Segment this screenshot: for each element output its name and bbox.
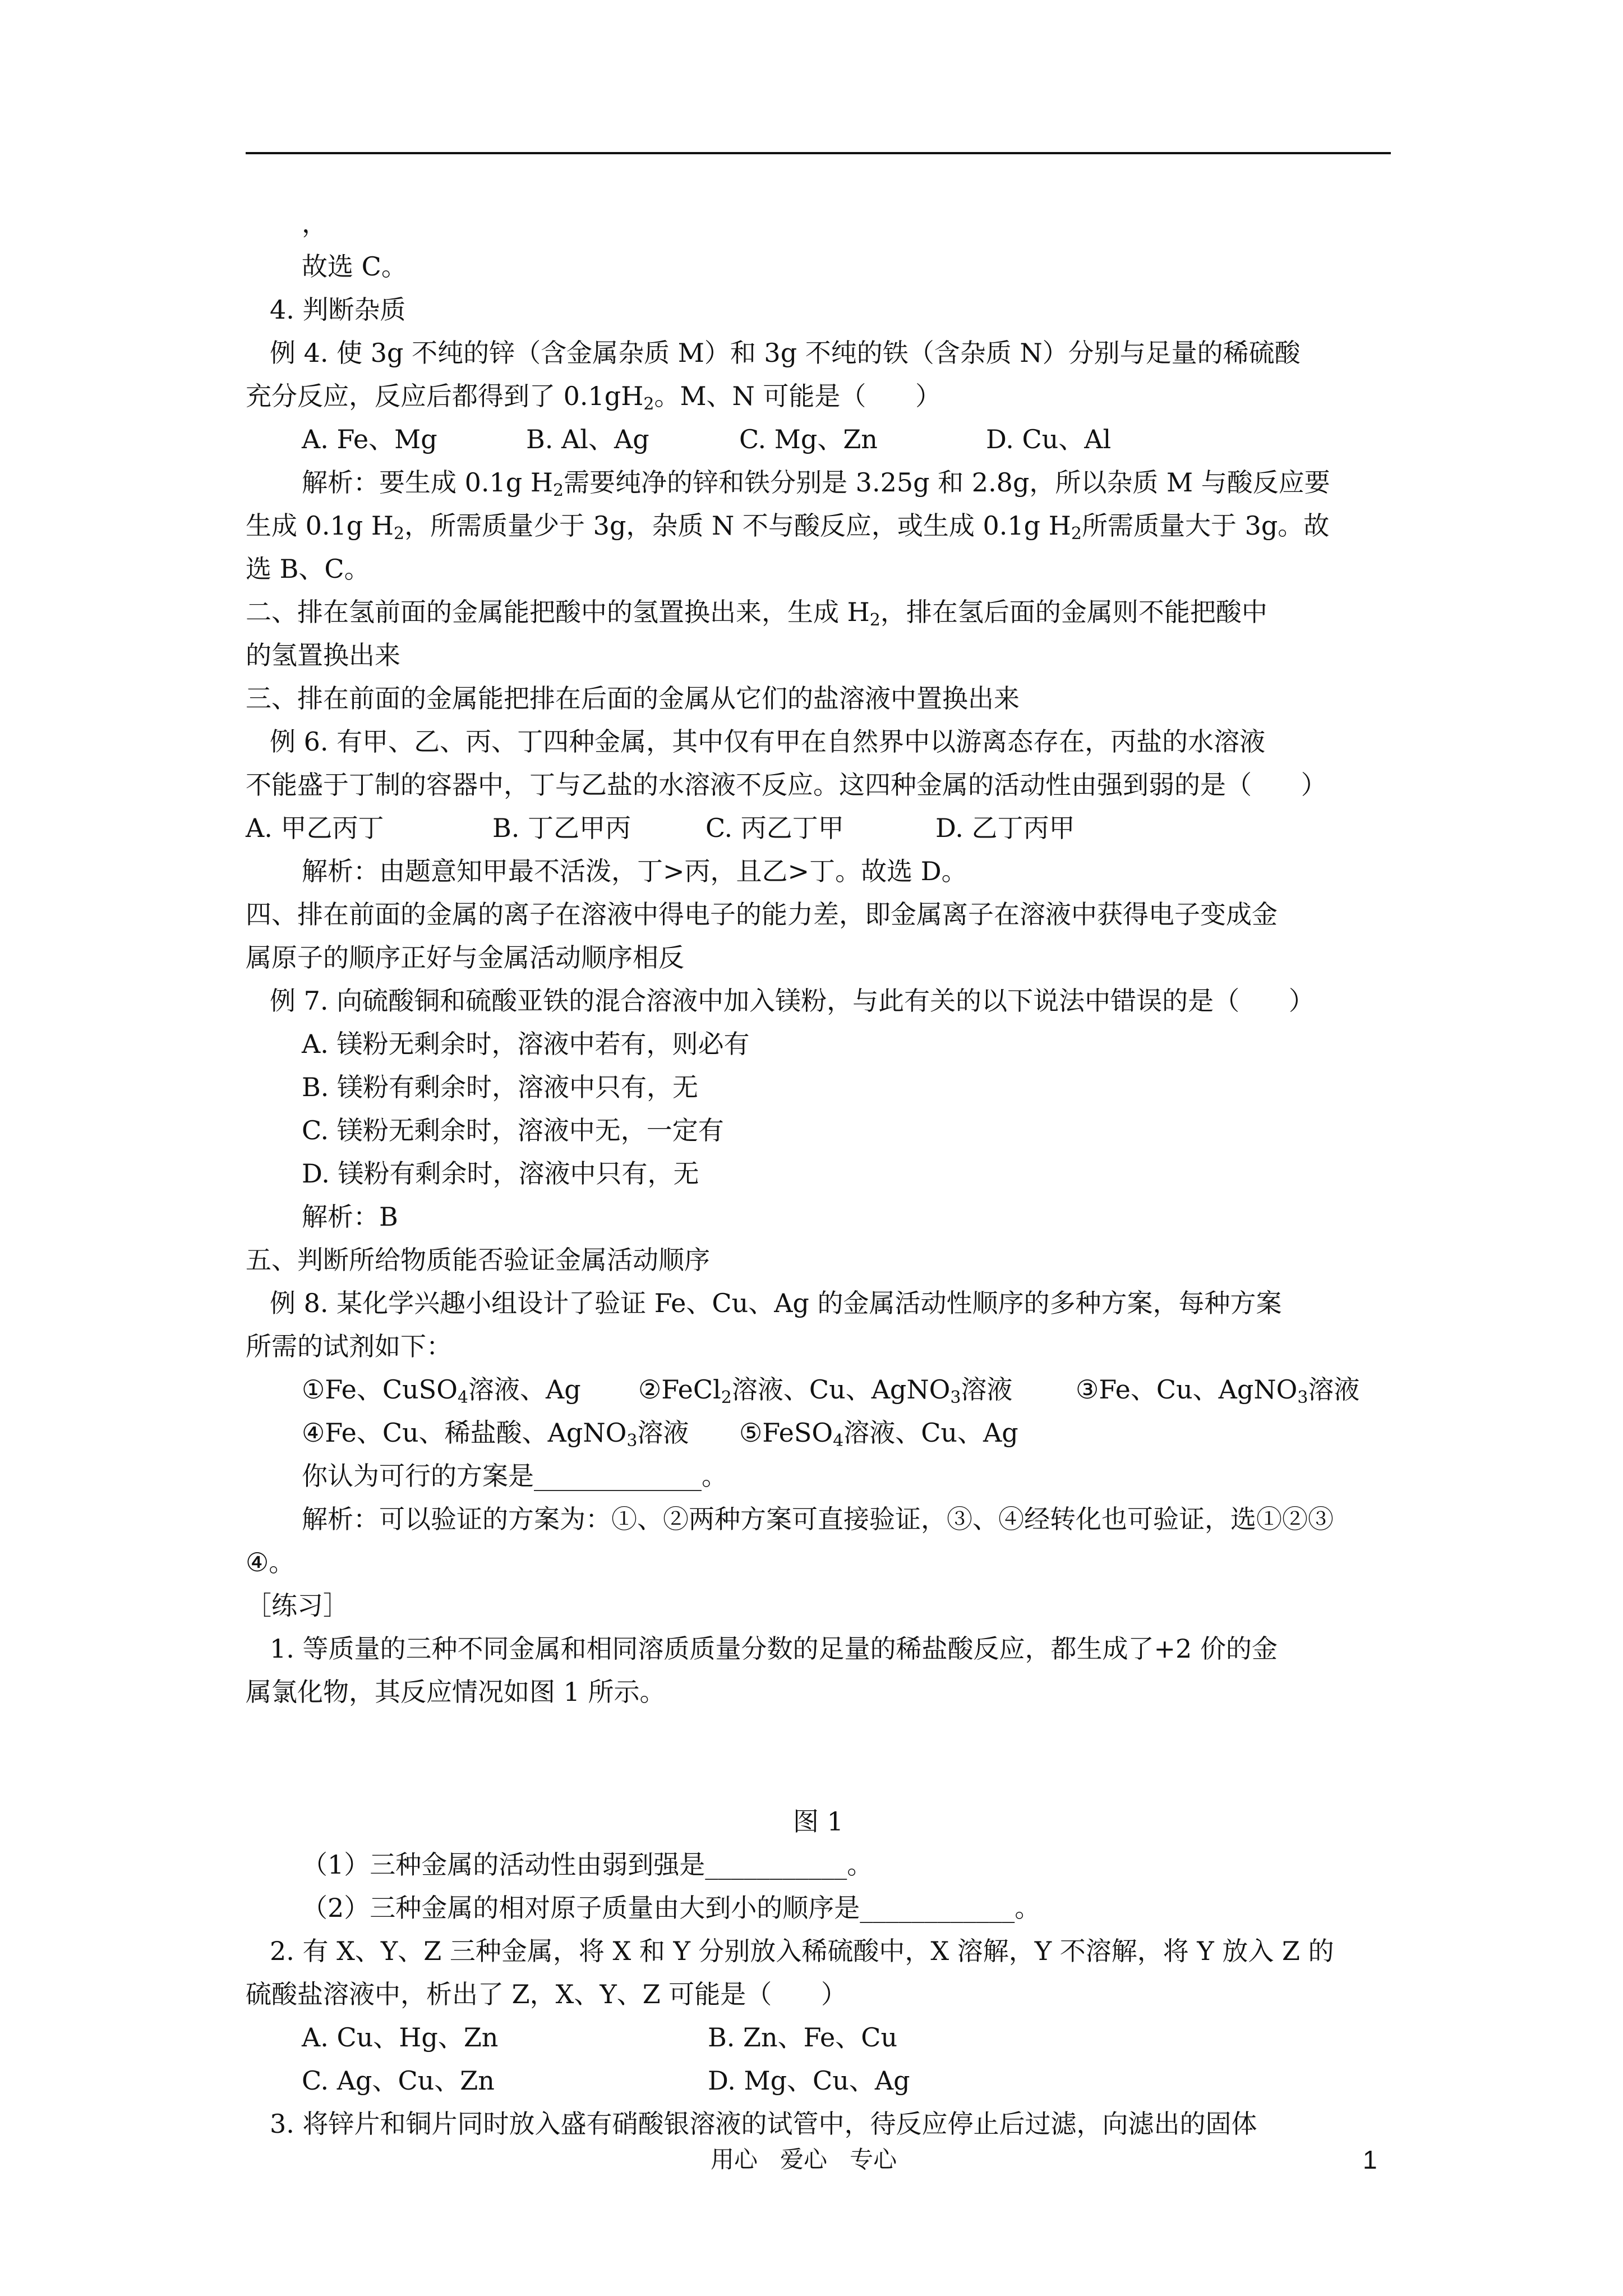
example-7-text: 例 7. 向硫酸铜和硫酸亚铁的混合溶液中加入镁粉，与此有关的以下说法中错误的是（ ） — [270, 986, 1315, 1016]
exercise-2-text: 2. 有 X、Y、Z 三种金属，将 X 和 Y 分别放入稀硫酸中，X 溶解，Y 不溶解，将 Y 放入 Z 的 — [270, 1936, 1334, 1966]
section-heading: 的氢置换出来 — [246, 640, 400, 670]
example-6-text: 例 6. 有甲、乙、丙、丁四种金属，其中仅有甲在自然界中以游离态存在，丙盐的水溶液 — [270, 726, 1266, 757]
example-8-text: 所需的试剂如下： — [246, 1331, 452, 1361]
exercise-1-text: 属氯化物，其反应情况如图 1 所示。 — [246, 1677, 666, 1707]
option-d: D. 乙丁丙甲 — [935, 813, 1075, 843]
scheme-2: ②FeCl$_2$溶液、Cu、AgNO$_3$溶液 — [638, 1374, 1013, 1407]
option-c: C. 丙乙丁甲 — [706, 813, 844, 843]
text-line: ， — [302, 208, 328, 238]
figure-placeholder — [246, 1714, 1391, 1800]
scheme-3: ③Fe、Cu、AgNO$_3$溶液 — [1076, 1374, 1360, 1407]
option-a: A. 甲乙丙丁 — [246, 813, 384, 843]
exercise-1-subquestion: （2）三种金属的相对原子质量由大到小的顺序是____________。 — [302, 1893, 1041, 1923]
section-heading: 三、排在前面的金属能把排在后面的金属从它们的盐溶液中置换出来 — [246, 683, 1020, 714]
exercise-1-text: 1. 等质量的三种不同金属和相同溶质质量分数的足量的稀盐酸反应，都生成了+2 价的金 — [270, 1634, 1278, 1664]
example-4-options — [246, 418, 1391, 461]
footer-motto: 用心 爱心 专心 — [711, 2146, 897, 2173]
option-b: B. Al、Ag — [526, 424, 649, 454]
option-b: B. 镁粉有剩余时，溶液中只有，无 — [302, 1072, 699, 1102]
option-a: A. 镁粉无剩余时，溶液中若有，则必有 — [302, 1029, 750, 1059]
example-4-text: 充分反应，反应后都得到了 $0.1gH_2$。M、N 可能是（ ） — [246, 381, 942, 414]
reagent-schemes — [246, 1368, 1391, 1411]
option-a: A. Fe、Mg — [302, 424, 437, 454]
section-heading: 4. 判断杂质 — [270, 295, 406, 325]
section-heading: 五、判断所给物质能否验证金属活动顺序 — [246, 1245, 710, 1275]
option-a: A. Cu、Hg、Zn — [302, 2022, 499, 2053]
exercise-2-options — [246, 2059, 1391, 2102]
analysis-text: 生成 0.1g $H_2$，所需质量少于 3g，杂质 N 不与酸反应，或生成 0.1g $H_2$所需质量大于 3g。故 — [246, 510, 1330, 544]
example-4-text: 例 4. 使 3g 不纯的锌（含金属杂质 M）和 3g 不纯的铁（含杂质 N）分别与足量的稀硫酸 — [270, 338, 1301, 368]
fill-in-question: 你认为可行的方案是_____________。 — [302, 1461, 727, 1491]
exercise-heading: ［练习］ — [246, 1590, 349, 1621]
page-number: 1 — [1363, 2145, 1377, 2174]
analysis-text: 选 B、C。 — [246, 554, 370, 584]
text-line: 故选 C。 — [302, 251, 407, 282]
option-d: D. Mg、Cu、Ag — [708, 2065, 910, 2096]
section-heading: 四、排在前面的金属的离子在溶液中得电子的能力差，即金属离子在溶液中获得电子变成金 — [246, 899, 1278, 930]
option-c: C. Mg、Zn — [739, 424, 878, 454]
section-heading: 二、排在氢前面的金属能把酸中的氢置换出来，生成 $H_2$，排在氢后面的金属则不能把酸中 — [246, 597, 1267, 630]
scheme-4: ④Fe、Cu、稀盐酸、AgNO$_3$溶液 — [302, 1418, 689, 1451]
scheme-5: ⑤FeSO$_4$溶液、Cu、Ag — [739, 1418, 1018, 1451]
exercise-3-text: 3. 将锌片和铜片同时放入盛有硝酸银溶液的试管中，待反应停止后过滤，向滤出的固体 — [270, 2109, 1257, 2139]
exercise-1-subquestion: （1）三种金属的活动性由弱到强是___________。 — [302, 1849, 873, 1880]
analysis-text: 解析：要生成 0.1g $H_2$需要纯净的锌和铁分别是 3.25g 和 2.8g，所以杂质 M 与酸反应要 — [302, 467, 1330, 500]
option-c: C. 镁粉无剩余时，溶液中无，一定有 — [302, 1115, 724, 1145]
document-body — [246, 202, 1391, 2146]
option-d: D. 镁粉有剩余时，溶液中只有，无 — [302, 1158, 699, 1189]
option-b: B. Zn、Fe、Cu — [708, 2022, 898, 2053]
example-6-text: 不能盛于丁制的容器中，丁与乙盐的水溶液不反应。这四种金属的活动性由强到弱的是（ ） — [246, 770, 1327, 800]
option-c: C. Ag、Cu、Zn — [302, 2065, 495, 2096]
exercise-2-text: 硫酸盐溶液中，析出了 Z，X、Y、Z 可能是（ ） — [246, 1979, 847, 2009]
section-heading: 属原子的顺序正好与金属活动顺序相反 — [246, 942, 684, 973]
option-b: B. 丁乙甲丙 — [492, 813, 631, 843]
analysis-text: ④。 — [246, 1547, 295, 1577]
example-6-options — [246, 807, 1391, 850]
figure-caption: 图 1 — [793, 1806, 843, 1837]
analysis-text: 解析：B — [302, 1202, 398, 1232]
header-rule — [246, 152, 1391, 154]
analysis-text: 解析：可以验证的方案为：①、②两种方案可直接验证，③、④经转化也可验证，选①②③ — [302, 1504, 1334, 1534]
option-d: D. Cu、Al — [986, 424, 1112, 454]
example-8-text: 例 8. 某化学兴趣小组设计了验证 Fe、Cu、Ag 的金属活动性顺序的多种方案，每种方案 — [270, 1288, 1282, 1318]
exercise-2-options — [246, 2016, 1391, 2059]
analysis-text: 解析：由题意知甲最不活泼，丁>丙，且乙>丁。故选 D。 — [302, 856, 967, 886]
scheme-1: ①Fe、CuSO$_4$溶液、Ag — [302, 1374, 581, 1407]
